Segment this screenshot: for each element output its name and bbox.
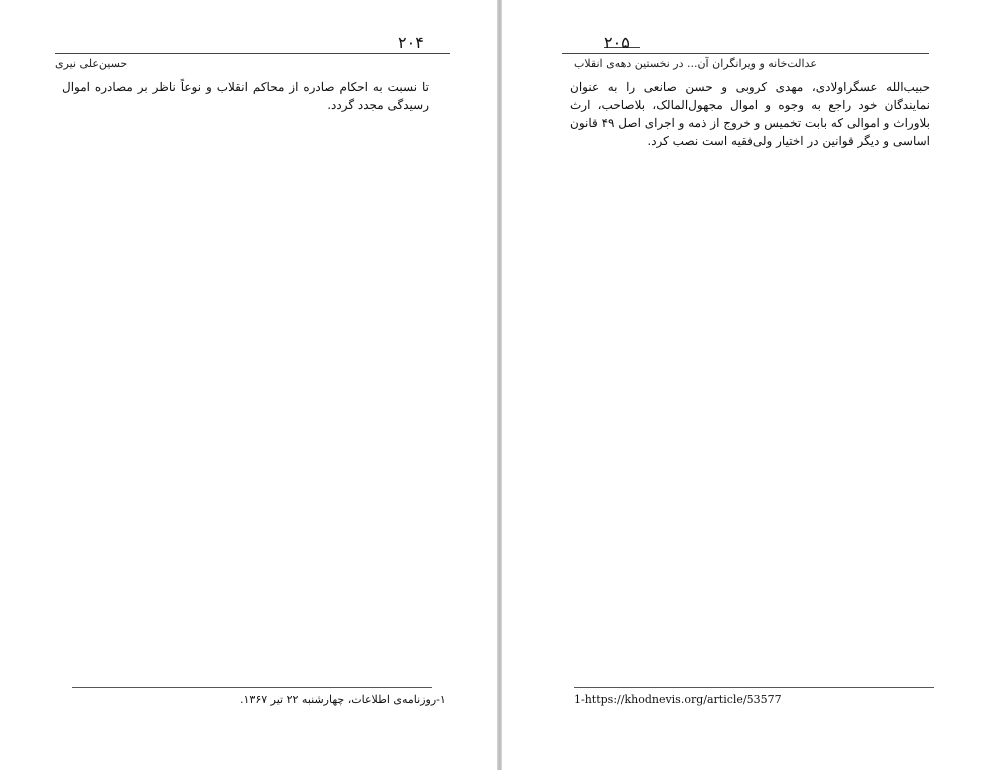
body-paragraph-placeholder: [62, 195, 429, 213]
body-paragraph-placeholder: [62, 119, 429, 137]
body-paragraph-placeholder: [570, 155, 930, 173]
body-paragraph-placeholder: [570, 231, 930, 249]
left-page: [0, 0, 497, 770]
body-paragraph-placeholder: [570, 193, 930, 211]
body-paragraph-placeholder: [62, 233, 429, 251]
right-page: [502, 0, 999, 770]
running-header: حسین‌علی نیری: [55, 57, 128, 70]
body-paragraph-placeholder: [570, 250, 930, 268]
page-number: ۲۰۵: [604, 33, 630, 52]
header-rule: [562, 53, 929, 54]
body-paragraph-placeholder: [62, 157, 429, 175]
footnote-rule: [72, 687, 432, 688]
body-paragraph-placeholder: [62, 176, 429, 194]
body-paragraph-placeholder: [570, 212, 930, 230]
footnote: 1-https://khodnevis.org/article/53577: [574, 693, 782, 706]
body-paragraph-placeholder: [570, 288, 930, 306]
body-paragraph-placeholder: [62, 138, 429, 156]
running-header: عدالت‌خانه و ویرانگران آن... در نخستین دهه‌ی انقلاب: [574, 57, 817, 70]
body-paragraph-placeholder: [62, 271, 429, 289]
body-paragraph: تا نسبت به احکام صادره از محاکم انقلاب و نوعاً ناظر بر مصادره اموال رسیدگی مجدد گردد.: [62, 80, 429, 112]
body-paragraph-placeholder: [62, 252, 429, 270]
header-rule: [55, 53, 450, 54]
body-paragraph-placeholder: [570, 269, 930, 287]
page-body: [570, 78, 930, 307]
footnote: ۱-روزنامه‌ی اطلاعات، چهارشنبه ۲۲ تیر ۱۳۶۷.: [240, 693, 446, 706]
body-paragraph-placeholder: [570, 174, 930, 192]
page-body: [62, 78, 429, 290]
page-number: ۲۰۴: [398, 33, 424, 52]
footnote-rule: [574, 687, 934, 688]
body-paragraph-placeholder: [62, 214, 429, 232]
body-paragraph: حبیب‌الله عسگراولادی، مهدی کروبی و حسن صانعی را به عنوان نمایندگان خود راجع به وجوه و اموال مجهول‌المالک، بلاصاحب، ارث بلاوراث و اموالی که بابت تخمیس و خروج از ذمه و اجرای اصل ۴۹ قانون اساسی و دیگر قوانین در اختیار ولی‌فقیه است نصب کرد.: [570, 80, 931, 148]
